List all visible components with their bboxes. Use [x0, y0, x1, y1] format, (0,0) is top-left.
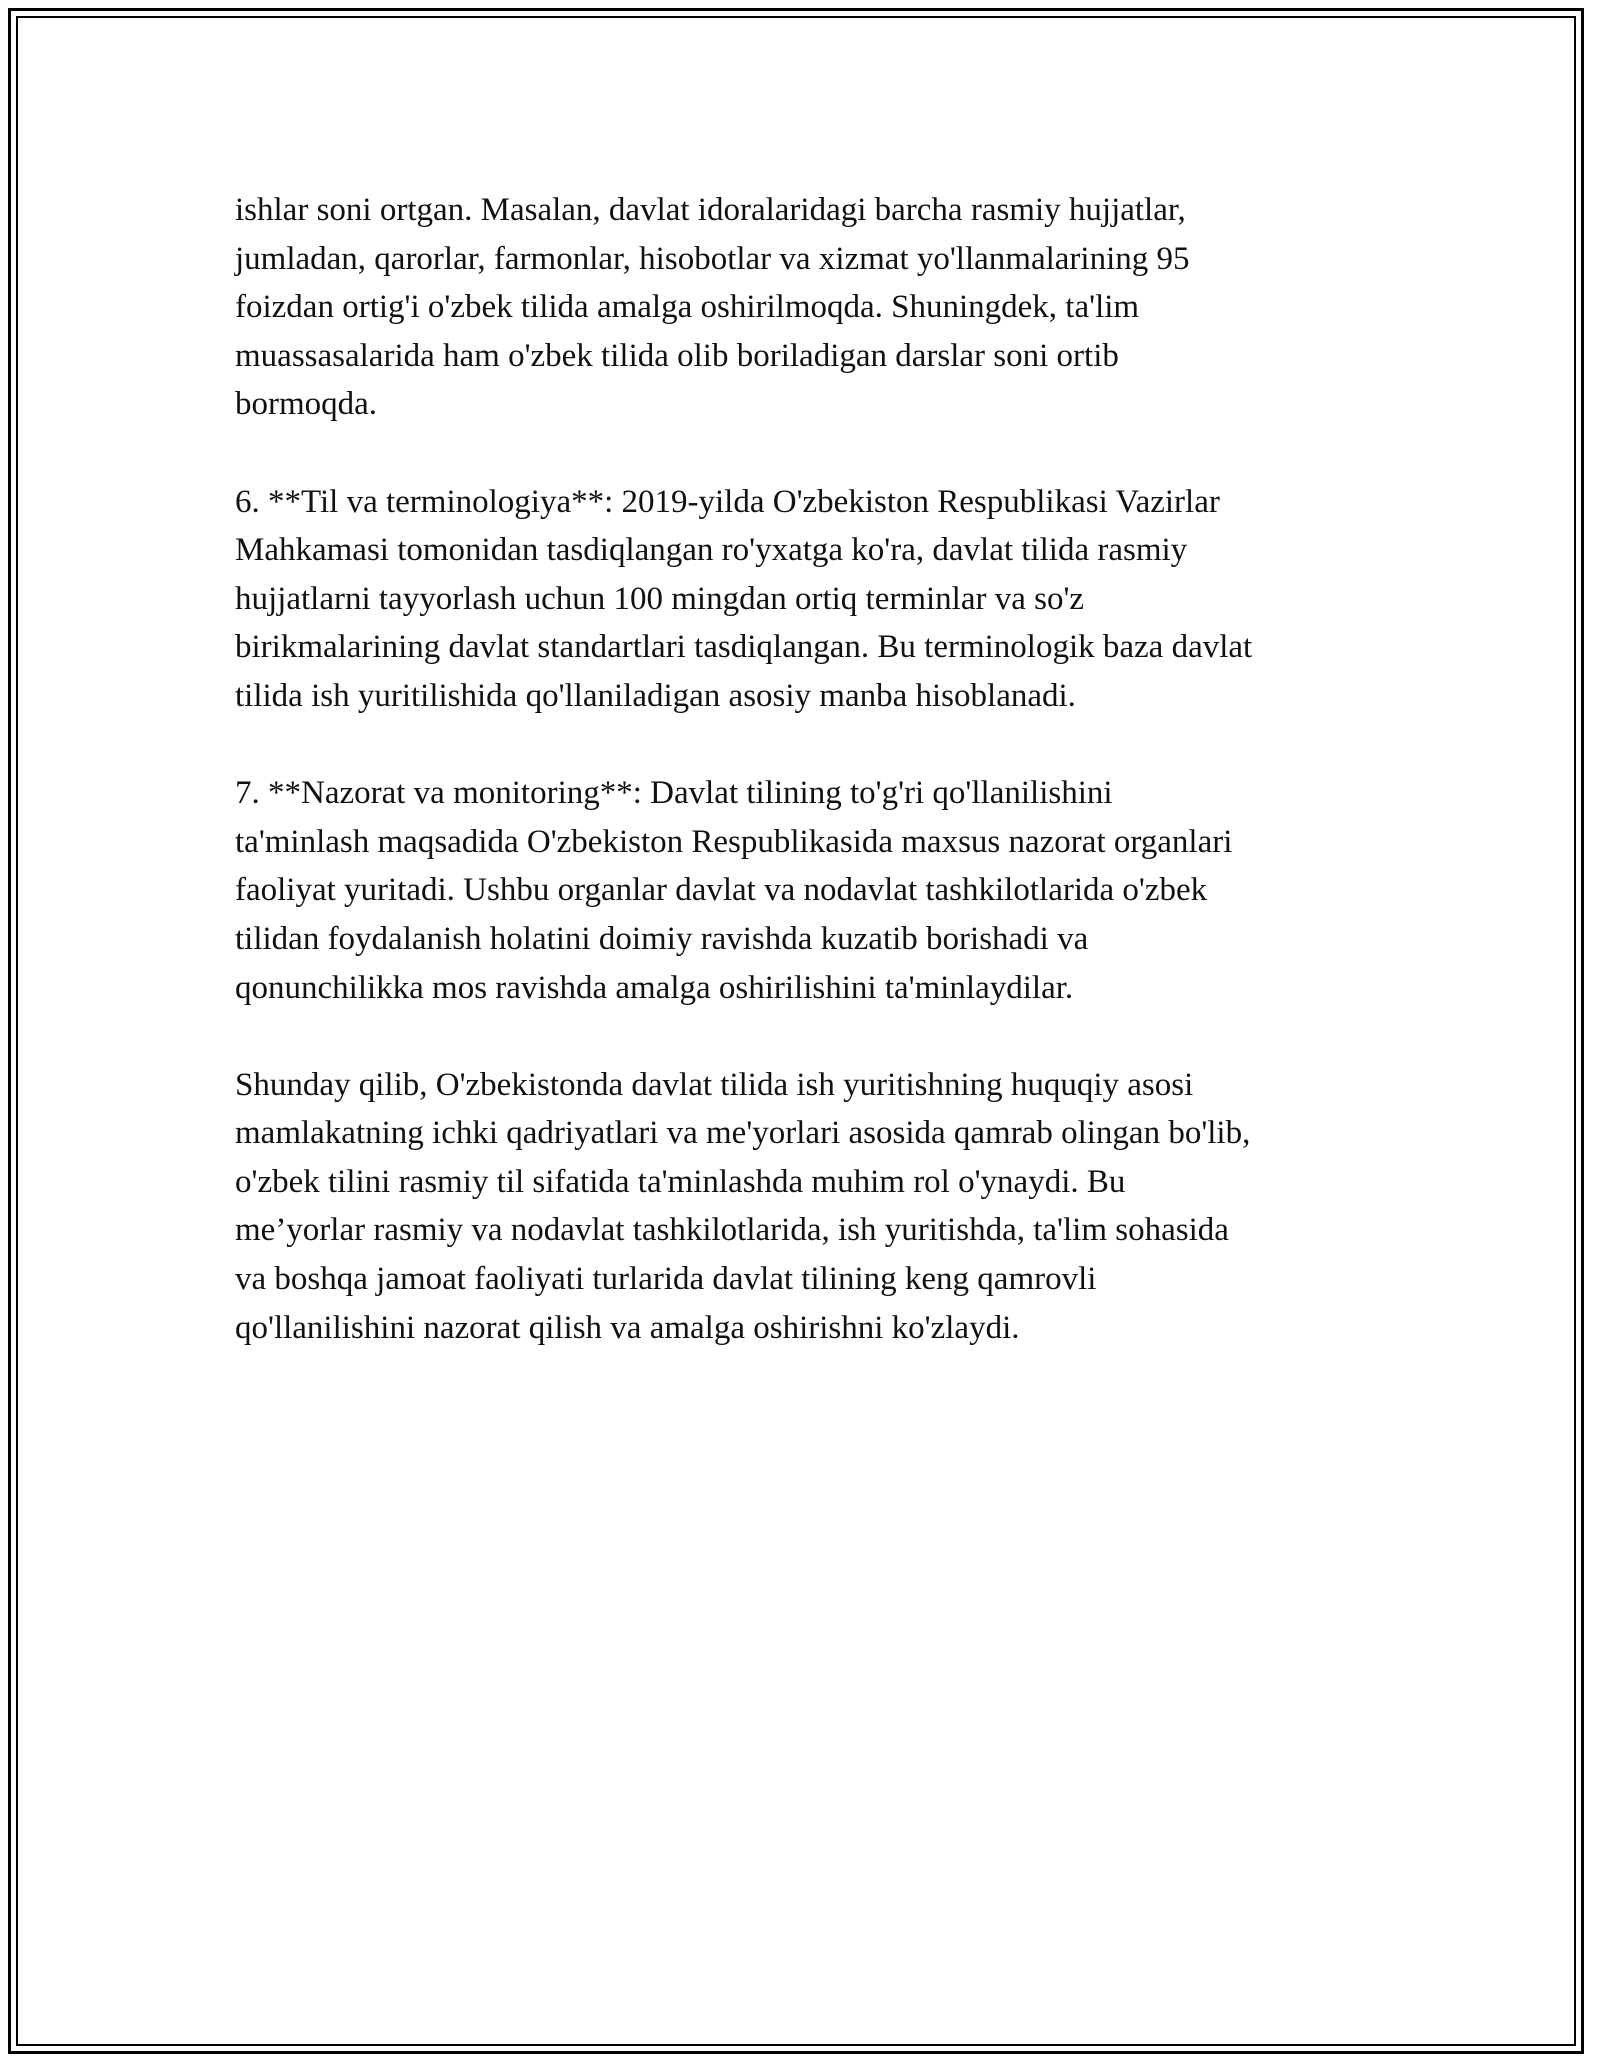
paragraph-continuation: ishlar soni ortgan. Masalan, davlat idoralaridagi barcha rasmiy hujjatlar, jumladan, qarorlar, farmonlar, hisobotlar va xizmat yo'llanmalarining 95 foizdan ortig'i o'zbek tilida amalga oshirilmoqda. Shuningdek, ta'lim muassasalarida ham o'zbek tilida olib boriladigan darslar soni ortib bormoqda. — [235, 192, 1190, 423]
paragraph-conclusion: Shunday qilib, O'zbekistonda davlat tilida ish yuritishning huquqiy asosi mamlakatning ichki qadriyatlari va me'yorlari asosida qamrab olingan bo'lib, o'zbek tilini rasmiy til sifatida ta'minlashda muhim rol o'ynaydi. Bu me’yorlar rasmiy va nodavlat tashkilotlarida, ish yuritishda, ta'lim sohasida va boshqa jamoat faoliyati turlarida davlat tilining keng qamrovli qo'llanilishini nazorat qilish va amalga oshirishni ko'zlaydi. — [235, 1066, 1251, 1346]
document-body — [235, 186, 1375, 1401]
paragraph-nazorat-va-monitoring: 7. **Nazorat va monitoring**: Davlat tilining to'g'ri qo'llanilishini ta'minlash maqsadida O'zbekiston Respublikasida maxsus nazorat organlari faoliyat yuritadi. Ushbu organlar davlat va nodavlat tashkilotlarida o'zbek tilidan foydalanish holatini doimiy ravishda kuzatib borishadi va qonunchilikka mos ravishda amalga oshirilishini ta'minlaydilar. — [235, 775, 1233, 1006]
paragraph-til-va-terminologiya: 6. **Til va terminologiya**: 2019-yilda O'zbekiston Respublikasi Vazirlar Mahkamasi tomonidan tasdiqlangan ro'yxatga ko'ra, davlat tilida rasmiy hujjatlarni tayyorlash uchun 100 mingdan ortiq terminlar va so'z birikmalarining davlat standartlari tasdiqlangan. Bu terminologik baza davlat tilida ish yuritilishida qo'llaniladigan asosiy manba hisoblanadi. — [235, 483, 1253, 714]
